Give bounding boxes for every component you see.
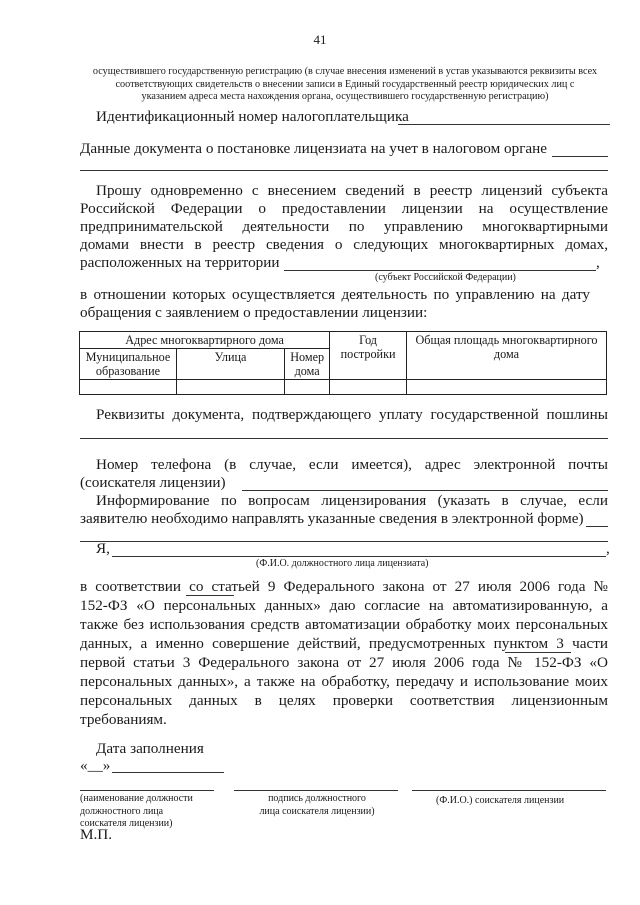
- signature-caption: [236, 793, 398, 818]
- date-field-line[interactable]: [112, 772, 224, 773]
- signature-line[interactable]: [234, 790, 398, 791]
- position-caption-line: (наименование должности: [80, 793, 193, 804]
- comma: ,: [596, 254, 600, 271]
- house-header-line: Номер: [290, 350, 325, 364]
- year-header-line: Год: [359, 333, 378, 347]
- consent-line: персональных данных», а также на обработку, передачу и использование моих: [80, 673, 608, 690]
- phone-line: Номер телефона (в случае, если имеется), адрес электронной почты: [96, 456, 608, 473]
- territory-field-line[interactable]: [284, 270, 596, 271]
- header-note-line: указанием адреса места нахождения органа, осуществившего государственную регистрацию): [141, 91, 549, 102]
- header-note: [80, 66, 610, 104]
- phone-field-line[interactable]: [242, 490, 608, 491]
- position-caption-line: соискателя лицензии): [80, 818, 173, 829]
- house-header-line: дома: [294, 364, 320, 378]
- area-header: [406, 332, 606, 380]
- tax-registration-label: Данные документа о постановке лицензиата на учет в налоговом органе: [80, 140, 548, 157]
- request-line: Прошу одновременно с внесением сведений в реестр лицензий субъекта: [96, 182, 608, 199]
- area-header-line: дома: [493, 347, 520, 361]
- fio-sign-caption: (Ф.И.О.) соискателя лицензии: [436, 795, 565, 806]
- request-line: домами внести в реестр сведения о следующих многоквартирных домах,: [80, 236, 608, 253]
- year-header-line: постройки: [340, 347, 396, 361]
- fio-field-line[interactable]: [112, 556, 606, 557]
- header-note-line: осуществившего государственную регистрацию (в случае внесения изменений в устав указываются реквизиты всех: [92, 66, 598, 77]
- table-cell[interactable]: [285, 380, 330, 395]
- link-underline-point[interactable]: [505, 652, 571, 653]
- signature-caption-line: лица соискателя лицензии): [259, 805, 375, 817]
- address-header: Адрес многоквартирного дома: [80, 332, 330, 349]
- consent-line: в соответствии со статьей 9 Федерального закона от 27 июля 2006 года №: [80, 578, 608, 595]
- relation-line: обращения с заявлением о предоставлении лицензии:: [80, 304, 428, 321]
- fio-sign-line[interactable]: [412, 790, 606, 791]
- request-line: Российской Федерации о предоставлении лицензии на осуществление: [80, 200, 608, 217]
- link-underline-article[interactable]: [186, 595, 234, 596]
- table-cell[interactable]: [80, 380, 177, 395]
- consent-line: также без использования средств автоматизации обработку моих персональных: [80, 616, 608, 633]
- date-label: Дата заполнения: [96, 740, 204, 757]
- house-header: [285, 349, 330, 380]
- page-number: 41: [313, 32, 327, 47]
- stamp-label: М.П.: [80, 826, 113, 843]
- inn-label: Идентификационный номер налогоплательщика: [96, 108, 409, 125]
- street-header: Улица: [176, 349, 284, 380]
- table-cell[interactable]: [176, 380, 284, 395]
- position-caption-line: должностного лица: [80, 805, 164, 817]
- tax-field-line-2[interactable]: [80, 170, 608, 171]
- relation-line: в отношении которых осуществляется деятельность по управлению на дату: [80, 286, 590, 303]
- header-note-line: соответствующих свидетельств о внесении записи в Единый государственный реестр юридических лиц с: [115, 78, 575, 90]
- position-caption: [80, 793, 193, 831]
- fio-caption: (Ф.И.О. должностного лица лицензиата): [256, 558, 429, 569]
- info-field-line[interactable]: [586, 526, 608, 527]
- address-table: [79, 331, 607, 395]
- consent-line: требованиям.: [80, 711, 167, 728]
- comma: ,: [606, 540, 610, 557]
- tax-field-line[interactable]: [552, 156, 608, 157]
- info-line: Информирование по вопросам лицензирования (указать в случае, если: [96, 492, 608, 509]
- year-header: [330, 332, 407, 380]
- territory-label: расположенных на территории: [80, 254, 280, 271]
- signature-caption-line: подпись должностного: [268, 793, 366, 804]
- info-field-line-2[interactable]: [80, 541, 608, 542]
- area-header-line: Общая площадь многоквартирного: [415, 333, 598, 347]
- territory-caption: (субъект Российской Федерации): [375, 272, 516, 283]
- municipal-header: [80, 349, 177, 380]
- fee-label: Реквизиты документа, подтверждающего уплату государственной пошлины: [96, 406, 608, 423]
- consent-line: данных, а именно совершение действий, предусмотренных пунктом 3 части: [80, 635, 608, 652]
- table-cell[interactable]: [330, 380, 407, 395]
- consent-line: первой статьи 3 Федерального закона от 27 июля 2006 года № 152-ФЗ «О: [80, 654, 608, 671]
- table-cell[interactable]: [406, 380, 606, 395]
- info-line: заявителю необходимо направлять указанные сведения в электронной форме): [80, 510, 584, 527]
- consent-line: 152-ФЗ «О персональных данных» даю согласие на автоматизированную, а: [80, 597, 608, 614]
- inn-field-line[interactable]: [398, 124, 610, 125]
- municipal-header-line: Муниципальное: [85, 350, 171, 364]
- date-value: «__»: [80, 757, 111, 774]
- municipal-header-line: образование: [95, 364, 160, 378]
- fee-field-line[interactable]: [80, 438, 608, 439]
- position-sign-line[interactable]: [80, 790, 214, 791]
- request-line: предпринимательской деятельности по управлению многоквартирными: [80, 218, 608, 235]
- consent-line: персональных данных в целях проверки соответствия лицензионным: [80, 692, 608, 709]
- i-label: Я,: [96, 540, 110, 557]
- phone-line: (соискателя лицензии): [80, 474, 226, 491]
